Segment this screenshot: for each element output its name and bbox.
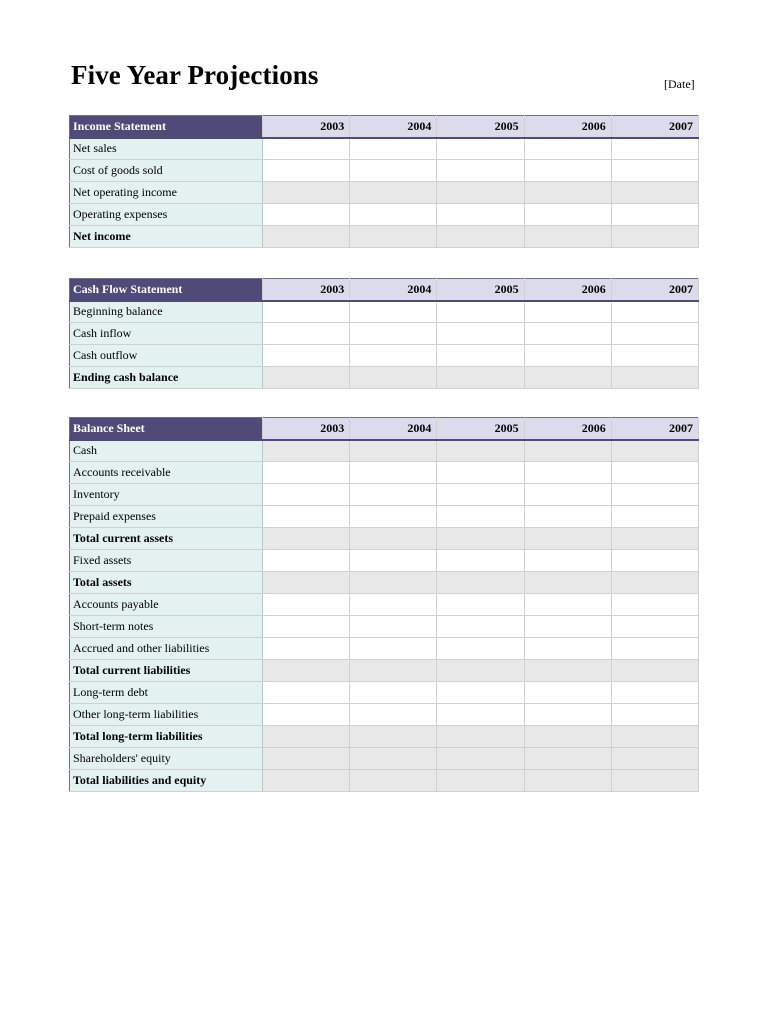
row-label: Accrued and other liabilities	[70, 638, 263, 660]
table-row	[70, 226, 699, 248]
row-label: Fixed assets	[70, 550, 263, 572]
value-cell[interactable]	[350, 660, 437, 682]
value-cell[interactable]	[437, 616, 524, 638]
row-label: Total long-term liabilities	[70, 726, 263, 748]
value-cell[interactable]	[263, 616, 350, 638]
value-cell[interactable]	[350, 572, 437, 594]
value-cell[interactable]	[611, 226, 698, 248]
value-cell[interactable]	[611, 440, 698, 462]
row-label: Operating expenses	[70, 204, 263, 226]
value-cell[interactable]	[437, 226, 524, 248]
value-cell[interactable]	[437, 660, 524, 682]
table-row	[70, 748, 699, 770]
value-cell[interactable]	[350, 528, 437, 550]
table-row	[70, 138, 699, 160]
value-cell[interactable]	[524, 550, 611, 572]
value-cell[interactable]	[350, 682, 437, 704]
value-cell[interactable]	[524, 682, 611, 704]
value-cell[interactable]	[437, 462, 524, 484]
section-header-row	[70, 279, 699, 301]
row-label: Cost of goods sold	[70, 160, 263, 182]
value-cell[interactable]	[437, 726, 524, 748]
value-cell[interactable]	[350, 616, 437, 638]
value-cell[interactable]	[524, 345, 611, 367]
income-statement-table	[69, 115, 699, 248]
value-cell[interactable]	[437, 550, 524, 572]
value-cell[interactable]	[437, 440, 524, 462]
table-row	[70, 204, 699, 226]
row-label: Total liabilities and equity	[70, 770, 263, 792]
value-cell[interactable]	[611, 506, 698, 528]
value-cell[interactable]	[437, 323, 524, 345]
value-cell[interactable]	[524, 440, 611, 462]
row-label: Cash	[70, 440, 263, 462]
value-cell[interactable]	[263, 182, 350, 204]
value-cell[interactable]	[524, 638, 611, 660]
year-header: 2006	[524, 116, 611, 138]
value-cell[interactable]	[437, 301, 524, 323]
value-cell[interactable]	[437, 770, 524, 792]
value-cell[interactable]	[263, 323, 350, 345]
row-label: Beginning balance	[70, 301, 263, 323]
section-header-row	[70, 418, 699, 440]
row-label: Net operating income	[70, 182, 263, 204]
value-cell[interactable]	[611, 726, 698, 748]
year-header: 2007	[611, 418, 698, 440]
row-label: Cash inflow	[70, 323, 263, 345]
row-label: Long-term debt	[70, 682, 263, 704]
row-label: Prepaid expenses	[70, 506, 263, 528]
value-cell[interactable]	[437, 345, 524, 367]
table-row	[70, 440, 699, 462]
value-cell[interactable]	[350, 462, 437, 484]
value-cell[interactable]	[437, 484, 524, 506]
year-header: 2005	[437, 418, 524, 440]
row-label: Cash outflow	[70, 345, 263, 367]
value-cell[interactable]	[350, 138, 437, 160]
value-cell[interactable]	[524, 704, 611, 726]
row-label: Accounts payable	[70, 594, 263, 616]
value-cell[interactable]	[350, 440, 437, 462]
value-cell[interactable]	[611, 550, 698, 572]
value-cell[interactable]	[611, 345, 698, 367]
value-cell[interactable]	[437, 160, 524, 182]
value-cell[interactable]	[611, 160, 698, 182]
value-cell[interactable]	[524, 616, 611, 638]
table-row	[70, 638, 699, 660]
value-cell[interactable]	[524, 726, 611, 748]
value-cell[interactable]	[524, 484, 611, 506]
year-header: 2006	[524, 279, 611, 301]
value-cell[interactable]	[611, 748, 698, 770]
value-cell[interactable]	[263, 704, 350, 726]
year-header: 2006	[524, 418, 611, 440]
value-cell[interactable]	[611, 682, 698, 704]
value-cell[interactable]	[350, 182, 437, 204]
value-cell[interactable]	[437, 638, 524, 660]
table-row	[70, 367, 699, 389]
table-row	[70, 616, 699, 638]
value-cell[interactable]	[350, 506, 437, 528]
year-header: 2005	[437, 116, 524, 138]
table-row	[70, 301, 699, 323]
row-label: Other long-term liabilities	[70, 704, 263, 726]
year-header: 2003	[263, 279, 350, 301]
value-cell[interactable]	[437, 182, 524, 204]
value-cell[interactable]	[263, 204, 350, 226]
section-header-row	[70, 116, 699, 138]
year-header: 2007	[611, 279, 698, 301]
row-label: Ending cash balance	[70, 367, 263, 389]
value-cell[interactable]	[350, 345, 437, 367]
table-row	[70, 726, 699, 748]
value-cell[interactable]	[524, 160, 611, 182]
value-cell[interactable]	[524, 748, 611, 770]
value-cell[interactable]	[524, 226, 611, 248]
row-label: Total assets	[70, 572, 263, 594]
row-label: Total current liabilities	[70, 660, 263, 682]
table-row	[70, 345, 699, 367]
section-title: Cash Flow Statement	[70, 279, 263, 301]
value-cell[interactable]	[611, 204, 698, 226]
value-cell[interactable]	[524, 506, 611, 528]
table-row	[70, 160, 699, 182]
row-label: Net sales	[70, 138, 263, 160]
table-row	[70, 572, 699, 594]
value-cell[interactable]	[611, 323, 698, 345]
table-row	[70, 182, 699, 204]
row-label: Short-term notes	[70, 616, 263, 638]
value-cell[interactable]	[350, 594, 437, 616]
section-title: Income Statement	[70, 116, 263, 138]
value-cell[interactable]	[350, 301, 437, 323]
value-cell[interactable]	[524, 323, 611, 345]
value-cell[interactable]	[350, 204, 437, 226]
balance-sheet-table	[69, 417, 699, 792]
value-cell[interactable]	[611, 367, 698, 389]
value-cell[interactable]	[263, 345, 350, 367]
value-cell[interactable]	[437, 204, 524, 226]
page-title: Five Year Projections	[71, 60, 319, 90]
value-cell[interactable]	[263, 748, 350, 770]
value-cell[interactable]	[437, 594, 524, 616]
row-label: Inventory	[70, 484, 263, 506]
table-row	[70, 462, 699, 484]
value-cell[interactable]	[524, 301, 611, 323]
value-cell[interactable]	[350, 638, 437, 660]
row-label: Net income	[70, 226, 263, 248]
year-header: 2007	[611, 116, 698, 138]
value-cell[interactable]	[263, 226, 350, 248]
value-cell[interactable]	[437, 572, 524, 594]
value-cell[interactable]	[350, 160, 437, 182]
table-row	[70, 506, 699, 528]
value-cell[interactable]	[263, 638, 350, 660]
value-cell[interactable]	[611, 770, 698, 792]
value-cell[interactable]	[524, 660, 611, 682]
value-cell[interactable]	[524, 594, 611, 616]
row-label: Total current assets	[70, 528, 263, 550]
value-cell[interactable]	[263, 506, 350, 528]
table-row	[70, 660, 699, 682]
value-cell[interactable]	[611, 572, 698, 594]
value-cell[interactable]	[611, 528, 698, 550]
year-header: 2003	[263, 116, 350, 138]
table-row	[70, 594, 699, 616]
year-header: 2004	[350, 116, 437, 138]
value-cell[interactable]	[350, 748, 437, 770]
table-row	[70, 484, 699, 506]
value-cell[interactable]	[611, 660, 698, 682]
value-cell[interactable]	[263, 160, 350, 182]
value-cell[interactable]	[263, 572, 350, 594]
year-header: 2004	[350, 279, 437, 301]
value-cell[interactable]	[350, 226, 437, 248]
value-cell[interactable]	[437, 367, 524, 389]
value-cell[interactable]	[611, 182, 698, 204]
value-cell[interactable]	[350, 484, 437, 506]
value-cell[interactable]	[611, 638, 698, 660]
row-label: Accounts receivable	[70, 462, 263, 484]
value-cell[interactable]	[524, 572, 611, 594]
value-cell[interactable]	[524, 138, 611, 160]
year-header: 2003	[263, 418, 350, 440]
value-cell[interactable]	[524, 462, 611, 484]
value-cell[interactable]	[350, 323, 437, 345]
value-cell[interactable]	[524, 528, 611, 550]
value-cell[interactable]	[263, 770, 350, 792]
value-cell[interactable]	[611, 484, 698, 506]
value-cell[interactable]	[263, 138, 350, 160]
value-cell[interactable]	[611, 138, 698, 160]
table-row	[70, 704, 699, 726]
value-cell[interactable]	[437, 704, 524, 726]
year-header: 2005	[437, 279, 524, 301]
date-field[interactable]: [Date]	[664, 77, 695, 91]
value-cell[interactable]	[263, 484, 350, 506]
value-cell[interactable]	[263, 440, 350, 462]
cash-flow-statement-table	[69, 278, 699, 389]
value-cell[interactable]	[611, 301, 698, 323]
table-row	[70, 682, 699, 704]
table-row	[70, 550, 699, 572]
value-cell[interactable]	[263, 528, 350, 550]
value-cell[interactable]	[437, 748, 524, 770]
value-cell[interactable]	[437, 528, 524, 550]
value-cell[interactable]	[263, 594, 350, 616]
value-cell[interactable]	[524, 367, 611, 389]
value-cell[interactable]	[263, 682, 350, 704]
value-cell[interactable]	[437, 138, 524, 160]
value-cell[interactable]	[437, 506, 524, 528]
value-cell[interactable]	[350, 704, 437, 726]
table-row	[70, 323, 699, 345]
value-cell[interactable]	[350, 367, 437, 389]
section-title: Balance Sheet	[70, 418, 263, 440]
value-cell[interactable]	[263, 301, 350, 323]
value-cell[interactable]	[611, 594, 698, 616]
table-row	[70, 528, 699, 550]
value-cell[interactable]	[524, 182, 611, 204]
value-cell[interactable]	[611, 616, 698, 638]
table-row	[70, 770, 699, 792]
value-cell[interactable]	[524, 770, 611, 792]
value-cell[interactable]	[263, 550, 350, 572]
row-label: Shareholders' equity	[70, 748, 263, 770]
year-header: 2004	[350, 418, 437, 440]
value-cell[interactable]	[611, 462, 698, 484]
value-cell[interactable]	[263, 726, 350, 748]
value-cell[interactable]	[350, 770, 437, 792]
value-cell[interactable]	[437, 682, 524, 704]
value-cell[interactable]	[263, 367, 350, 389]
value-cell[interactable]	[350, 550, 437, 572]
value-cell[interactable]	[263, 660, 350, 682]
value-cell[interactable]	[524, 204, 611, 226]
value-cell[interactable]	[350, 726, 437, 748]
value-cell[interactable]	[263, 462, 350, 484]
value-cell[interactable]	[611, 704, 698, 726]
